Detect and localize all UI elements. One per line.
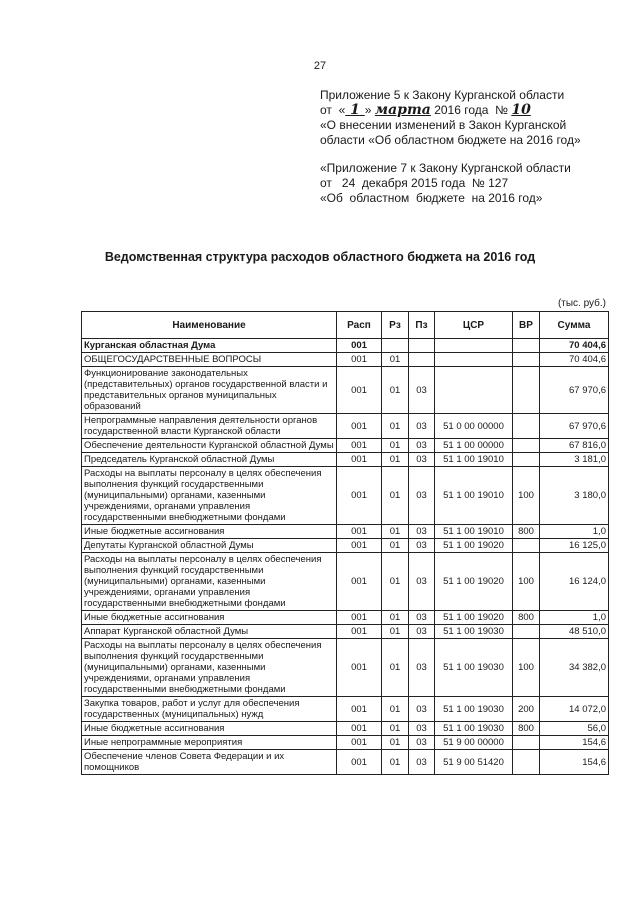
cell-rz: 01	[382, 353, 409, 367]
cell-rasp: 001	[337, 639, 382, 697]
cell-csr: 51 1 00 19020	[435, 611, 513, 625]
cell-csr	[435, 353, 513, 367]
table-row	[82, 697, 609, 722]
appendix-line: Приложение 5 к Закону Курганской области	[320, 88, 565, 102]
cell-rz: 01	[382, 453, 409, 467]
column-header-sum: Сумма	[540, 312, 609, 339]
cell-vr	[513, 625, 540, 639]
cell-name: Курганская областная Дума	[82, 339, 337, 353]
column-header-rz: Рз	[382, 312, 409, 339]
cell-rz: 01	[382, 439, 409, 453]
cell-rasp: 001	[337, 467, 382, 525]
cell-vr	[513, 539, 540, 553]
cell-rasp: 001	[337, 625, 382, 639]
date-prefix: от	[320, 103, 332, 117]
reference-line: «Об областном бюджете на 2016 год»	[320, 191, 543, 205]
column-header-name: Наименование	[82, 312, 337, 339]
cell-rasp: 001	[337, 736, 382, 750]
handwritten-month: марта	[374, 102, 431, 118]
cell-pz: 03	[409, 539, 435, 553]
table-row	[82, 414, 609, 439]
cell-rasp: 001	[337, 611, 382, 625]
cell-rasp: 001	[337, 539, 382, 553]
appendix-line: «О внесении изменений в Закон Курганской	[320, 118, 567, 132]
cell-rz: 01	[382, 750, 409, 775]
table-row	[82, 611, 609, 625]
column-header-vr: ВР	[513, 312, 540, 339]
cell-sum: 56,0	[540, 722, 609, 736]
table-row	[82, 625, 609, 639]
cell-pz: 03	[409, 736, 435, 750]
units-label: (тыс. руб.)	[557, 298, 606, 309]
column-header-pz: Пз	[409, 312, 435, 339]
cell-pz: 03	[409, 414, 435, 439]
cell-rz: 01	[382, 736, 409, 750]
cell-sum: 70 404,6	[540, 353, 609, 367]
cell-rz: 01	[382, 414, 409, 439]
cell-rasp: 001	[337, 750, 382, 775]
table-row	[82, 722, 609, 736]
table-row	[82, 367, 609, 414]
table-row	[82, 439, 609, 453]
handwritten-day: 1	[350, 102, 360, 118]
cell-sum: 48 510,0	[540, 625, 609, 639]
cell-vr	[513, 339, 540, 353]
cell-pz: 03	[409, 611, 435, 625]
cell-pz	[409, 339, 435, 353]
budget-table	[81, 311, 609, 775]
reference-line: «Приложение 7 к Закону Курганской области	[320, 161, 571, 175]
cell-name: Иные бюджетные ассигнования	[82, 525, 337, 539]
page-number: 27	[313, 60, 327, 72]
cell-rz: 01	[382, 367, 409, 414]
cell-sum: 3 180,0	[540, 467, 609, 525]
cell-vr	[513, 736, 540, 750]
cell-pz: 03	[409, 553, 435, 611]
cell-pz: 03	[409, 722, 435, 736]
cell-vr: 800	[513, 611, 540, 625]
cell-pz: 03	[409, 467, 435, 525]
table-row	[82, 353, 609, 367]
cell-rz: 01	[382, 539, 409, 553]
cell-pz: 03	[409, 525, 435, 539]
cell-vr: 100	[513, 639, 540, 697]
cell-rz: 01	[382, 697, 409, 722]
cell-name: Непрограммные направления деятельности органов государственной власти Курганской области	[82, 414, 337, 439]
appendix-line: области «Об областном бюджете на 2016 год»	[320, 133, 581, 147]
cell-vr: 800	[513, 722, 540, 736]
cell-pz: 03	[409, 697, 435, 722]
cell-name: Аппарат Курганской областной Думы	[82, 625, 337, 639]
cell-csr: 51 1 00 19030	[435, 697, 513, 722]
cell-rz: 01	[382, 639, 409, 697]
day-close-quote: »	[364, 103, 372, 117]
day-open-quote: «	[338, 103, 346, 117]
cell-rasp: 001	[337, 367, 382, 414]
cell-sum: 1,0	[540, 525, 609, 539]
cell-rasp: 001	[337, 353, 382, 367]
cell-csr: 51 1 00 19020	[435, 553, 513, 611]
cell-csr: 51 1 00 19020	[435, 539, 513, 553]
cell-csr	[435, 339, 513, 353]
cell-csr: 51 1 00 19010	[435, 525, 513, 539]
appendix-date-line	[320, 103, 581, 118]
cell-sum: 16 124,0	[540, 553, 609, 611]
cell-rz: 01	[382, 625, 409, 639]
cell-rasp: 001	[337, 722, 382, 736]
table-row	[82, 467, 609, 525]
cell-sum: 70 404,6	[540, 339, 609, 353]
cell-rasp: 001	[337, 697, 382, 722]
cell-name: Закупка товаров, работ и услуг для обеспечения государственных (муниципальных) нужд	[82, 697, 337, 722]
cell-vr	[513, 439, 540, 453]
cell-vr	[513, 453, 540, 467]
cell-sum: 14 072,0	[540, 697, 609, 722]
cell-rz: 01	[382, 467, 409, 525]
cell-name: Расходы на выплаты персоналу в целях обеспечения выполнения функций государственными (муниципальными) органами, казенными учреждениями, органами управления государственными внебюджетными фондами	[82, 639, 337, 697]
table-row	[82, 525, 609, 539]
cell-pz: 03	[409, 750, 435, 775]
cell-rasp: 001	[337, 439, 382, 453]
handwritten-number: 10	[511, 102, 531, 118]
cell-rasp: 001	[337, 553, 382, 611]
cell-rz: 01	[382, 722, 409, 736]
cell-name: Обеспечение членов Совета Федерации и их помощников	[82, 750, 337, 775]
document-title: Ведомственная структура расходов областного бюджета на 2016 год	[104, 250, 536, 264]
appendix-header	[320, 88, 581, 148]
table-row	[82, 736, 609, 750]
cell-vr: 200	[513, 697, 540, 722]
cell-vr: 100	[513, 553, 540, 611]
cell-csr: 51 9 00 51420	[435, 750, 513, 775]
cell-sum: 34 382,0	[540, 639, 609, 697]
cell-csr: 51 1 00 00000	[435, 439, 513, 453]
cell-rz	[382, 339, 409, 353]
original-appendix-reference	[320, 161, 571, 206]
column-header-rasp: Расп	[337, 312, 382, 339]
cell-sum: 154,6	[540, 750, 609, 775]
cell-name: Иные непрограммные мероприятия	[82, 736, 337, 750]
cell-sum: 67 970,6	[540, 414, 609, 439]
cell-csr: 51 1 00 19030	[435, 625, 513, 639]
cell-csr	[435, 367, 513, 414]
cell-csr: 51 0 00 00000	[435, 414, 513, 439]
cell-sum: 3 181,0	[540, 453, 609, 467]
cell-vr: 800	[513, 525, 540, 539]
cell-sum: 16 125,0	[540, 539, 609, 553]
cell-name: Обеспечение деятельности Курганской областной Думы	[82, 439, 337, 453]
cell-rz: 01	[382, 611, 409, 625]
cell-pz: 03	[409, 367, 435, 414]
cell-name: Председатель Курганской областной Думы	[82, 453, 337, 467]
cell-rz: 01	[382, 553, 409, 611]
cell-rz: 01	[382, 525, 409, 539]
cell-name: Расходы на выплаты персоналу в целях обеспечения выполнения функций государственными (муниципальными) органами, казенными учреждениями, органами управления государственными внебюджетными фондами	[82, 467, 337, 525]
cell-csr: 51 1 00 19030	[435, 639, 513, 697]
table-header-row	[82, 312, 609, 339]
cell-rasp: 001	[337, 339, 382, 353]
number-sign: №	[495, 103, 508, 117]
cell-pz: 03	[409, 439, 435, 453]
cell-csr: 51 9 00 00000	[435, 736, 513, 750]
cell-sum: 154,6	[540, 736, 609, 750]
cell-name: ОБЩЕГОСУДАРСТВЕННЫЕ ВОПРОСЫ	[82, 353, 337, 367]
table-row	[82, 553, 609, 611]
cell-pz: 03	[409, 625, 435, 639]
cell-csr: 51 1 00 19030	[435, 722, 513, 736]
cell-sum: 67 970,6	[540, 367, 609, 414]
cell-vr: 100	[513, 467, 540, 525]
cell-pz: 03	[409, 453, 435, 467]
cell-name: Иные бюджетные ассигнования	[82, 722, 337, 736]
cell-name: Функционирование законодательных (представительных) органов государственной власти и представительных органов муниципальных образований	[82, 367, 337, 414]
table-row	[82, 639, 609, 697]
cell-name: Депутаты Курганской областной Думы	[82, 539, 337, 553]
cell-name: Расходы на выплаты персоналу в целях обеспечения выполнения функций государственными (муниципальными) органами, казенными учреждениями, органами управления государственными внебюджетными фондами	[82, 553, 337, 611]
cell-csr: 51 1 00 19010	[435, 467, 513, 525]
column-header-csr: ЦСР	[435, 312, 513, 339]
table-row	[82, 453, 609, 467]
reference-line: от 24 декабря 2015 года № 127	[320, 176, 509, 190]
cell-pz	[409, 353, 435, 367]
cell-csr: 51 1 00 19010	[435, 453, 513, 467]
table-row	[82, 339, 609, 353]
cell-vr	[513, 367, 540, 414]
cell-vr	[513, 750, 540, 775]
cell-vr	[513, 414, 540, 439]
table-row	[82, 750, 609, 775]
cell-vr	[513, 353, 540, 367]
date-year: 2016 года	[434, 103, 489, 117]
cell-rasp: 001	[337, 453, 382, 467]
cell-pz: 03	[409, 639, 435, 697]
cell-name: Иные бюджетные ассигнования	[82, 611, 337, 625]
cell-sum: 1,0	[540, 611, 609, 625]
cell-rasp: 001	[337, 414, 382, 439]
cell-sum: 67 816,0	[540, 439, 609, 453]
table-row	[82, 539, 609, 553]
cell-rasp: 001	[337, 525, 382, 539]
